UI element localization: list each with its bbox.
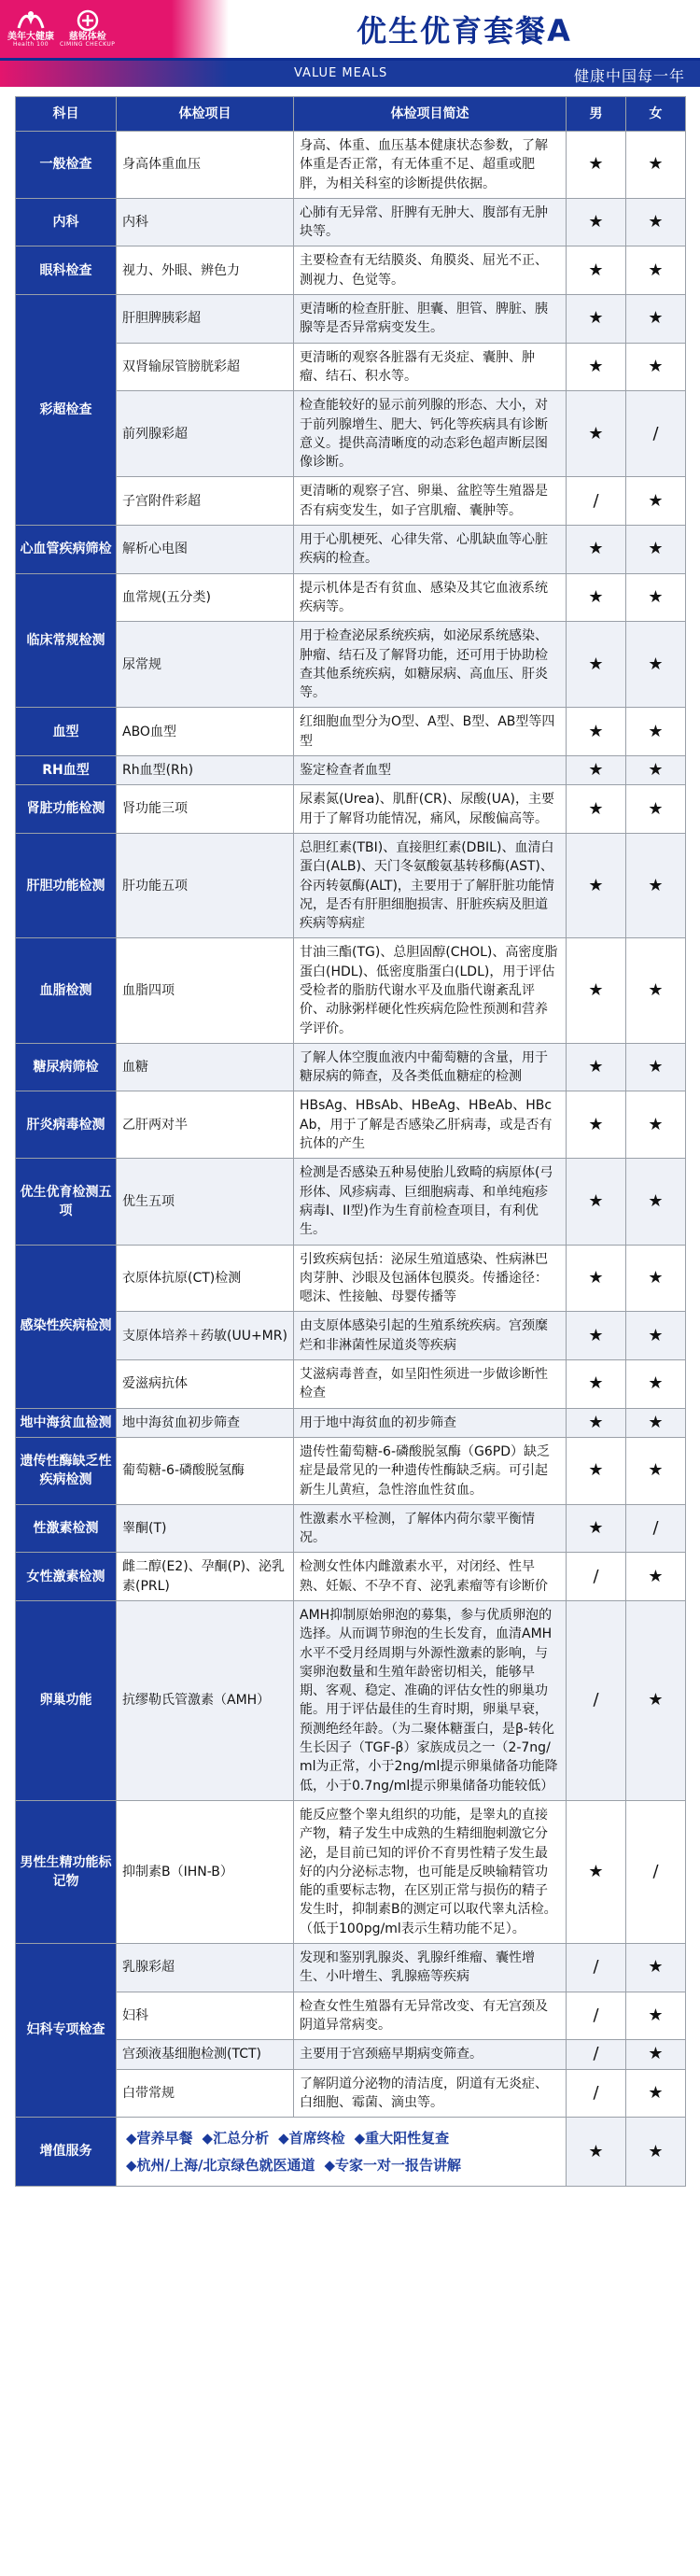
- item-cell: 白带常规: [117, 2069, 294, 2118]
- category-cell: 肝炎病毒检测: [16, 1091, 117, 1159]
- desc-cell: 心肺有无异常、肝脾有无肿大、腹部有无肿块等。: [294, 198, 567, 246]
- desc-cell: 性激素水平检测，了解体内荷尔蒙平衡情况。: [294, 1504, 567, 1553]
- female-mark-cell: ★: [626, 573, 686, 622]
- slogan: 健康中国每一年: [573, 67, 685, 85]
- table-row: [16, 622, 686, 708]
- female-mark-cell: /: [626, 1504, 686, 1553]
- item-cell: 妇科: [117, 1992, 294, 2040]
- desc-cell: 甘油三酯(TG)、总胆固醇(CHOL)、高密度脂蛋白(HDL)、低密度脂蛋白(LDL)，用于评估受检者的脂肪代谢水平及血脂代谢紊乱评价、动脉粥样硬化性疾病危险性预测和营养学评价。: [294, 938, 567, 1043]
- desc-cell: 引致疾病包括：泌尿生殖道感染、性病淋巴肉芽肿、沙眼及包涵体包膜炎。传播途径：嗯沫、性接触、母婴传播等: [294, 1245, 567, 1312]
- item-cell: 身高体重血压: [117, 132, 294, 199]
- category-cell: 性激素检测: [16, 1504, 117, 1553]
- female-mark-cell: ★: [626, 622, 686, 708]
- header-category: 科目: [16, 97, 117, 132]
- female-mark-cell: ★: [626, 132, 686, 199]
- table-row: [16, 246, 686, 295]
- desc-cell: 主要用于宫颈癌早期病变筛查。: [294, 2040, 567, 2069]
- table-row: [16, 1504, 686, 1553]
- item-cell: 宫颈液基细胞检测(TCT): [117, 2040, 294, 2069]
- table-row: [16, 295, 686, 344]
- item-cell: 肝胆脾胰彩超: [117, 295, 294, 344]
- header-item: 体检项目: [117, 97, 294, 132]
- female-mark-cell: ★: [626, 1159, 686, 1245]
- male-mark-cell: ★: [567, 573, 626, 622]
- male-mark-cell: ★: [567, 1437, 626, 1504]
- ciming-logo-icon: [72, 9, 104, 32]
- item-cell: 肾功能三项: [117, 785, 294, 834]
- category-cell: 内科: [16, 198, 117, 246]
- male-mark-cell: ★: [567, 526, 626, 574]
- female-mark-cell: ★: [626, 1992, 686, 2040]
- item-cell: Rh血型(Rh): [117, 756, 294, 785]
- desc-cell: 更清晰的检查肝脏、胆囊、胆管、脾脏、胰腺等是否异常病变发生。: [294, 295, 567, 344]
- category-cell: 优生优育检测五项: [16, 1159, 117, 1245]
- item-cell: 睾酮(T): [117, 1504, 294, 1553]
- table-row: [16, 833, 686, 937]
- male-mark-cell: ★: [567, 343, 626, 391]
- female-mark-cell: ★: [626, 1245, 686, 1312]
- table-row: [16, 477, 686, 526]
- header: [0, 0, 700, 61]
- table-row: [16, 198, 686, 246]
- sub-banner-gradient: [0, 61, 229, 87]
- item-cell: 肝功能五项: [117, 833, 294, 937]
- header-male: 男: [567, 97, 626, 132]
- logo1-sub: Health 100: [12, 41, 49, 49]
- male-mark-cell: ★: [567, 1312, 626, 1360]
- desc-cell: 总胆红素(TBI)、直接胆红素(DBIL)、血清白蛋白(ALB)、天门冬氨酸氨基转移酶(AST)、谷丙转氨酶(ALT)，主要用于了解肝脏功能情况，是否有肝胆细胞损害、肝脏疾病及胆道疾病等病症: [294, 833, 567, 937]
- female-mark-cell: ★: [626, 1408, 686, 1437]
- category-cell: 感染性疾病检测: [16, 1245, 117, 1408]
- table-row: [16, 1360, 686, 1409]
- female-mark-cell: ★: [626, 833, 686, 937]
- table-row: [16, 708, 686, 756]
- category-cell: 血型: [16, 708, 117, 756]
- table-row: [16, 343, 686, 391]
- value-added-bullet: ◆杭州/上海/北京绿色就医通道: [126, 2156, 315, 2174]
- desc-cell: 检查能较好的显示前列腺的形态、大小，对于前列腺增生、肥大、钙化等疾病具有诊断意义。提供高清晰度的动态彩色超声断层图像诊断。: [294, 391, 567, 477]
- male-mark-cell: /: [567, 2040, 626, 2069]
- female-mark-cell: ★: [626, 477, 686, 526]
- value-added-bullet: ◆专家一对一报告讲解: [324, 2156, 462, 2174]
- item-cell: 血糖: [117, 1043, 294, 1091]
- female-mark-cell: ★: [626, 1312, 686, 1360]
- desc-cell: AMH抑制原始卵泡的募集，参与优质卵泡的选择。从而调节卵泡的生长发育，血清AMH水平不受月经周期与外源性激素的影响，与窦卵泡数量和生殖年龄密切相关，能够早期、客观、稳定、准确的评估女性的卵巢功能。用于评估最佳的生育时期，卵巢早衰，预测绝经年龄。（为二聚体糖蛋白，是β-转化生长因子（TGF-β）家族成员之一（2-7ng/ml为正常，小于2ng/ml提示卵巢储备功能降低，小于0.7ng/ml提示卵巢储备功能较低）: [294, 1601, 567, 1801]
- table-row: [16, 526, 686, 574]
- header-female: 女: [626, 97, 686, 132]
- desc-cell: 用于检查泌尿系统疾病，如泌尿系统感染、肿瘤、结石及了解肾功能，还可用于协助检查其他系统疾病，如糖尿病、高血压、肝炎等。: [294, 622, 567, 708]
- male-mark-cell: ★: [567, 1159, 626, 1245]
- male-mark-cell: /: [567, 1553, 626, 1601]
- category-cell: 一般检查: [16, 132, 117, 199]
- item-cell: 支原体培养＋药敏(UU+MR): [117, 1312, 294, 1360]
- item-cell: 解析心电图: [117, 526, 294, 574]
- category-cell: 遗传性酶缺乏性疾病检测: [16, 1437, 117, 1504]
- value-added-bullet: ◆重大阳性复查: [354, 2130, 450, 2147]
- table-row: [16, 2069, 686, 2118]
- value-added-bullet: ◆汇总分析: [202, 2130, 270, 2147]
- category-cell: 地中海贫血检测: [16, 1408, 117, 1437]
- table-row: [16, 1043, 686, 1091]
- logo-strip: [0, 0, 229, 58]
- category-cell: 血脂检测: [16, 938, 117, 1043]
- category-cell: 糖尿病筛检: [16, 1043, 117, 1091]
- male-mark-cell: ★: [567, 1245, 626, 1312]
- item-cell: 血常规(五分类): [117, 573, 294, 622]
- female-mark-cell: ★: [626, 246, 686, 295]
- logo2-sub: CIMING CHECKUP: [60, 41, 116, 49]
- male-mark-cell: /: [567, 1601, 626, 1801]
- item-cell: ABO血型: [117, 708, 294, 756]
- table-row: [16, 132, 686, 199]
- female-mark-cell: ★: [626, 756, 686, 785]
- item-cell: 双肾输尿管膀胱彩超: [117, 343, 294, 391]
- female-mark-cell: ★: [626, 1553, 686, 1601]
- checkup-table: [15, 96, 686, 2187]
- item-cell: 视力、外眼、辨色力: [117, 246, 294, 295]
- value-added-category: 增值服务: [16, 2118, 117, 2187]
- category-cell: 妇科专项检查: [16, 1944, 117, 2118]
- female-mark-cell: ★: [626, 295, 686, 344]
- table-row: [16, 391, 686, 477]
- item-cell: 乙肝两对半: [117, 1091, 294, 1159]
- desc-cell: 检查女性生殖器有无异常改变、有无宫颈及阴道异常病变。: [294, 1992, 567, 2040]
- category-cell: RH血型: [16, 756, 117, 785]
- female-mark-cell: ★: [626, 343, 686, 391]
- subtitle-en: VALUE MEALS: [294, 66, 388, 80]
- title-wrap: [229, 7, 700, 50]
- meinian-logo-icon: [15, 9, 47, 32]
- item-cell: 爱滋病抗体: [117, 1360, 294, 1409]
- item-cell: 内科: [117, 198, 294, 246]
- male-mark-cell: ★: [567, 622, 626, 708]
- table-row: [16, 1159, 686, 1245]
- category-cell: 彩超检查: [16, 295, 117, 526]
- desc-cell: 提示机体是否有贫血、感染及其它血液系统疾病等。: [294, 573, 567, 622]
- desc-cell: 更清晰的观察子宫、卵巢、盆腔等生殖器是否有病变发生，如子宫肌瘤、囊肿等。: [294, 477, 567, 526]
- value-added-bullet: ◆营养早餐: [126, 2130, 193, 2147]
- female-mark-cell: ★: [626, 2040, 686, 2069]
- table-body: [16, 132, 686, 2187]
- female-mark-cell: ★: [626, 1944, 686, 1992]
- desc-cell: 遗传性葡萄糖-6-磷酸脱氢酶（G6PD）缺乏症是最常见的一种遗传性酶缺乏病。可引起新生儿黄疸，急性溶血性贫血。: [294, 1437, 567, 1504]
- male-mark-cell: ★: [567, 246, 626, 295]
- desc-cell: 鉴定检查者血型: [294, 756, 567, 785]
- page-title: 优生优育套餐A: [357, 13, 572, 49]
- item-cell: 雌二醇(E2)、孕酮(P)、泌乳素(PRL): [117, 1553, 294, 1601]
- male-mark-cell: ★: [567, 198, 626, 246]
- logo1-name: 美年大健康: [7, 32, 54, 43]
- desc-cell: 主要检查有无结膜炎、角膜炎、屈光不正、测视力、色觉等。: [294, 246, 567, 295]
- table-row: [16, 1437, 686, 1504]
- category-cell: 卵巢功能: [16, 1601, 117, 1801]
- female-mark-cell: ★: [626, 1601, 686, 1801]
- female-mark-cell: ★: [626, 708, 686, 756]
- female-mark-cell: /: [626, 1800, 686, 1943]
- male-mark-cell: ★: [567, 1504, 626, 1553]
- category-cell: 眼科检查: [16, 246, 117, 295]
- table-row: [16, 1992, 686, 2040]
- female-mark-cell: ★: [626, 2069, 686, 2118]
- item-cell: 乳腺彩超: [117, 1944, 294, 1992]
- item-cell: 尿常规: [117, 622, 294, 708]
- male-mark-cell: /: [567, 2069, 626, 2118]
- male-mark-cell: ★: [567, 938, 626, 1043]
- brand-logo-ciming: [60, 9, 115, 49]
- desc-cell: 用于地中海贫血的初步筛查: [294, 1408, 567, 1437]
- item-cell: 抑制素B（IHN-B）: [117, 1800, 294, 1943]
- header-desc: 体检项目简述: [294, 97, 567, 132]
- table-row: [16, 1944, 686, 1992]
- item-cell: 优生五项: [117, 1159, 294, 1245]
- table-row: [16, 1553, 686, 1601]
- category-cell: 男性生精功能标记物: [16, 1800, 117, 1943]
- male-mark-cell: ★: [567, 1408, 626, 1437]
- male-mark-cell: ★: [567, 756, 626, 785]
- brand-logo-meinian: [7, 9, 54, 49]
- male-mark-cell: ★: [567, 1043, 626, 1091]
- item-cell: 前列腺彩超: [117, 391, 294, 477]
- female-mark-cell: ★: [626, 1091, 686, 1159]
- male-mark-cell: ★: [567, 1800, 626, 1943]
- table-row: [16, 1800, 686, 1943]
- male-mark-cell: ★: [567, 1091, 626, 1159]
- value-added-bullets: [117, 2118, 567, 2187]
- table-row: [16, 573, 686, 622]
- category-cell: 肾脏功能检测: [16, 785, 117, 834]
- item-cell: 子宫附件彩超: [117, 477, 294, 526]
- desc-cell: 检测女性体内雌激素水平，对闭经、性早熟、妊娠、不孕不育、泌乳素瘤等有诊断价: [294, 1553, 567, 1601]
- female-mark-cell: ★: [626, 785, 686, 834]
- female-mark-cell: ★: [626, 1360, 686, 1409]
- desc-cell: 红细胞血型分为O型、A型、B型、AB型等四型: [294, 708, 567, 756]
- item-cell: 地中海贫血初步筛查: [117, 1408, 294, 1437]
- male-mark-cell: ★: [567, 785, 626, 834]
- female-mark-cell: ★: [626, 198, 686, 246]
- female-mark-cell: ★: [626, 1437, 686, 1504]
- category-cell: 临床常规检测: [16, 573, 117, 708]
- category-cell: 心血管疾病筛检: [16, 526, 117, 574]
- male-mark-cell: ★: [567, 295, 626, 344]
- female-mark-cell: ★: [626, 938, 686, 1043]
- table-row: [16, 756, 686, 785]
- male-mark-cell: /: [567, 477, 626, 526]
- desc-cell: 用于心肌梗死、心律失常、心肌缺血等心脏疾病的检查。: [294, 526, 567, 574]
- value-added-row: [16, 2118, 686, 2187]
- table-row: [16, 1091, 686, 1159]
- table-row: [16, 1312, 686, 1360]
- table-wrap: [0, 87, 700, 2203]
- desc-cell: 由支原体感染引起的生殖系统疾病。宫颈糜烂和非淋菌性尿道炎等疾病: [294, 1312, 567, 1360]
- table-row: [16, 785, 686, 834]
- desc-cell: 更清晰的观察各脏器有无炎症、囊肿、肿瘤、结石、积水等。: [294, 343, 567, 391]
- female-mark-cell: ★: [626, 1043, 686, 1091]
- category-cell: 肝胆功能检测: [16, 833, 117, 937]
- value-added-bullet: ◆首席终检: [278, 2130, 345, 2147]
- male-mark-cell: ★: [567, 391, 626, 477]
- desc-cell: 了解阴道分泌物的清洁度，阴道有无炎症、白细胞、霉菌、滴虫等。: [294, 2069, 567, 2118]
- desc-cell: 身高、体重、血压基本健康状态参数，了解体重是否正常，有无体重不足、超重或肥胖，为相关科室的诊断提供依据。: [294, 132, 567, 199]
- table-row: [16, 1408, 686, 1437]
- sub-banner: [0, 61, 700, 87]
- desc-cell: 尿素氮(Urea)、肌酐(CR)、尿酸(UA)，主要用于了解肾功能情况，痛风，尿酸偏高等。: [294, 785, 567, 834]
- female-mark-cell: /: [626, 391, 686, 477]
- table-header-row: [16, 97, 686, 132]
- table-row: [16, 1245, 686, 1312]
- desc-cell: 能反应整个睾丸组织的功能，是睾丸的直接产物，精子发生中成熟的生精细胞刺激它分泌，是目前已知的评价不育男性精子发生最好的内分泌标志物，也可能是反映输精管功能的重要标志物，在区别正常与损伤的精子发生时，抑制素B的测定可以取代睾丸活检。（低于100pg/ml表示生精功能不足）。: [294, 1800, 567, 1943]
- female-mark-cell: ★: [626, 526, 686, 574]
- male-mark-cell: /: [567, 1944, 626, 1992]
- desc-cell: 检测是否感染五种易使胎儿致畸的病原体(弓形体、风疹病毒、巨细胞病毒、和单纯疱疹病毒I、II型)作为生育前检查项目，有利优生。: [294, 1159, 567, 1245]
- table-row: [16, 1601, 686, 1801]
- desc-cell: 了解人体空腹血液内中葡萄糖的含量，用于糖尿病的筛查，及各类低血糖症的检测: [294, 1043, 567, 1091]
- desc-cell: 艾滋病毒普查，如呈阳性须进一步做诊断性检查: [294, 1360, 567, 1409]
- category-cell: 女性激素检测: [16, 1553, 117, 1601]
- logo2-name: 慈铭体检: [68, 32, 106, 43]
- desc-cell: 发现和鉴别乳腺炎、乳腺纤维瘤、囊性增生、小叶增生、乳腺癌等疾病: [294, 1944, 567, 1992]
- male-mark-cell: /: [567, 1992, 626, 2040]
- value-added-female-mark: ★: [626, 2118, 686, 2187]
- male-mark-cell: ★: [567, 1360, 626, 1409]
- male-mark-cell: ★: [567, 833, 626, 937]
- item-cell: 血脂四项: [117, 938, 294, 1043]
- item-cell: 葡萄糖-6-磷酸脱氢酶: [117, 1437, 294, 1504]
- desc-cell: HBsAg、HBsAb、HBeAg、HBeAb、HBcAb，用于了解是否感染乙肝病毒，或是否有抗体的产生: [294, 1091, 567, 1159]
- table-row: [16, 938, 686, 1043]
- table-row: [16, 2040, 686, 2069]
- value-added-male-mark: ★: [567, 2118, 626, 2187]
- item-cell: 抗缪勒氏管激素（AMH）: [117, 1601, 294, 1801]
- item-cell: 衣原体抗原(CT)检测: [117, 1245, 294, 1312]
- male-mark-cell: ★: [567, 132, 626, 199]
- male-mark-cell: ★: [567, 708, 626, 756]
